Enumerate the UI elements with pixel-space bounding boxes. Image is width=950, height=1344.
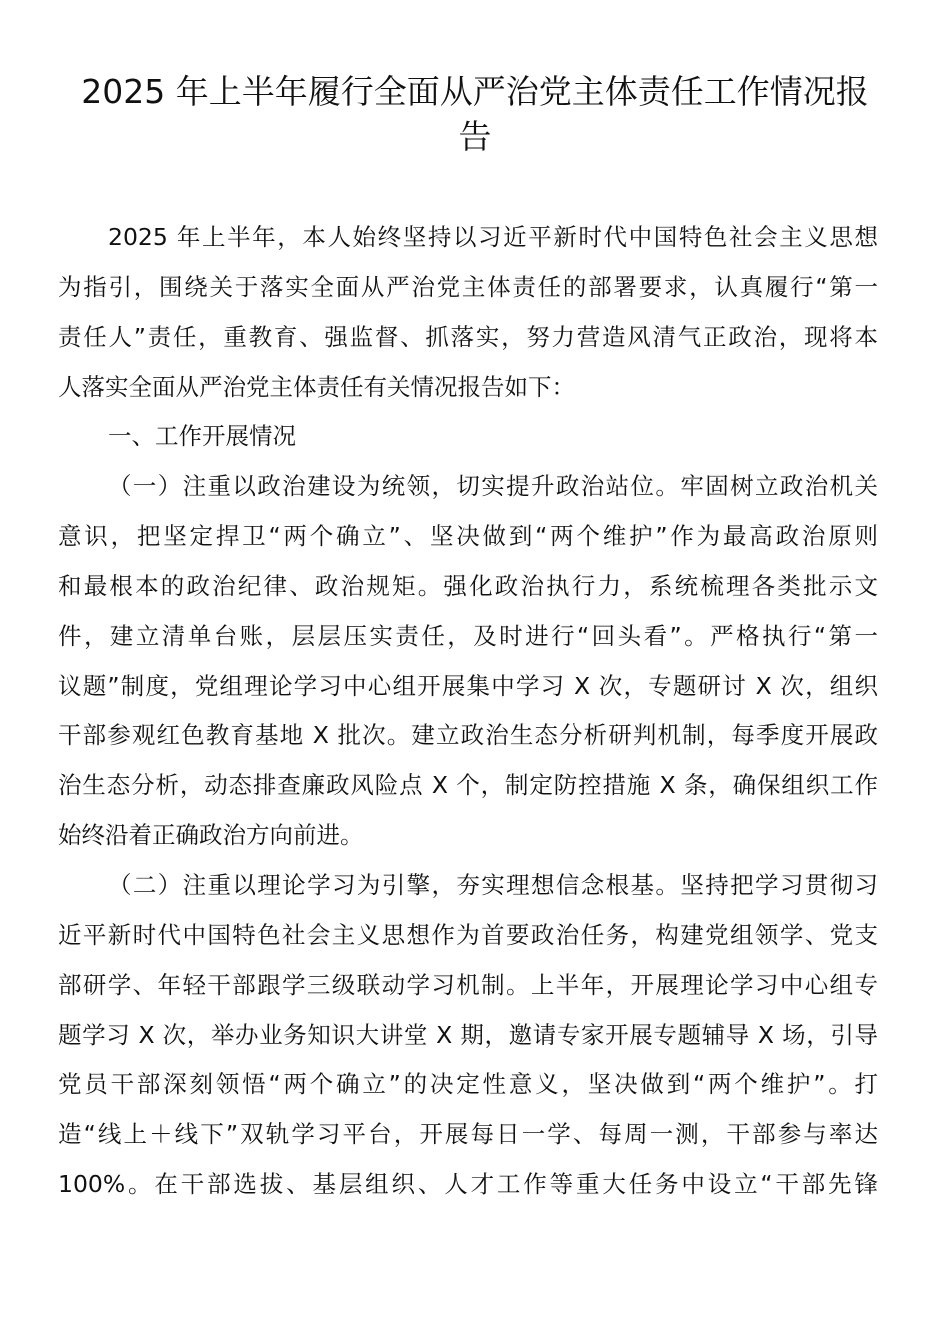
text-line: 干部参观红色教育基地 X 批次。建立政治生态分析研判机制，每季度开展政 [58, 721, 878, 750]
document-title-line-2: 告 [458, 117, 492, 156]
document-title-line-1: 2025 年上半年履行全面从严治党主体责任工作情况报 [81, 72, 869, 111]
document-body [58, 213, 878, 1210]
text-line: 始终沿着正确政治方向前进。 [58, 821, 364, 850]
text-line: 和最根本的政治纪律、政治规矩。强化政治执行力，系统梳理各类批示文 [58, 571, 878, 600]
text-line: （二）注重以理论学习为引擎，夯实理想信念根基。坚持把学习贯彻习 [108, 870, 878, 899]
text-line: 题学习 X 次，举办业务知识大讲堂 X 期，邀请专家开展专题辅导 X 场，引导 [58, 1020, 878, 1049]
text-line: 近平新时代中国特色社会主义思想作为首要政治任务，构建党组领学、党支 [58, 920, 878, 949]
paragraph-1 [58, 462, 878, 861]
text-line: （一）注重以政治建设为统领，切实提升政治站位。牢固树立政治机关 [108, 472, 878, 501]
text-line: 2025 年上半年，本人始终坚持以习近平新时代中国特色社会主义思想 [108, 223, 878, 251]
text-line: 意识，把坚定捍卫“两个确立”、坚决做到“两个维护”作为最高政治原则 [58, 522, 878, 551]
text-line: 党员干部深刻领悟“两个确立”的决定性意义，坚决做到“两个维护”。打 [58, 1070, 878, 1099]
text-line: 治生态分析，动态排查廉政风险点 X 个，制定防控措施 X 条，确保组织工作 [58, 771, 878, 800]
text-line: 为指引，围绕关于落实全面从严治党主体责任的部署要求，认真履行“第一 [58, 272, 878, 301]
text-line: 件，建立清单台账，层层压实责任，及时进行“回头看”。严格执行“第一 [58, 621, 878, 650]
section-heading: 一、工作开展情况 [108, 422, 296, 451]
text-line: 责任人”责任，重教育、强监督、抓落实，努力营造风清气正政治，现将本 [58, 322, 878, 351]
text-line: 议题”制度，党组理论学习中心组开展集中学习 X 次，专题研讨 X 次，组织 [58, 671, 878, 700]
text-line: 造“线上＋线下”双轨学习平台，开展每日一学、每周一测，干部参与率达 [58, 1120, 878, 1149]
text-line: 100%。在干部选拔、基层组织、人才工作等重大任务中设立“干部先锋 [58, 1170, 878, 1199]
text-line: 部研学、年轻干部跟学三级联动学习机制。上半年，开展理论学习中心组专 [58, 970, 878, 999]
intro-paragraph [58, 213, 878, 412]
text-line: 人落实全面从严治党主体责任有关情况报告如下： [58, 372, 575, 401]
paragraph-2 [58, 861, 878, 1210]
